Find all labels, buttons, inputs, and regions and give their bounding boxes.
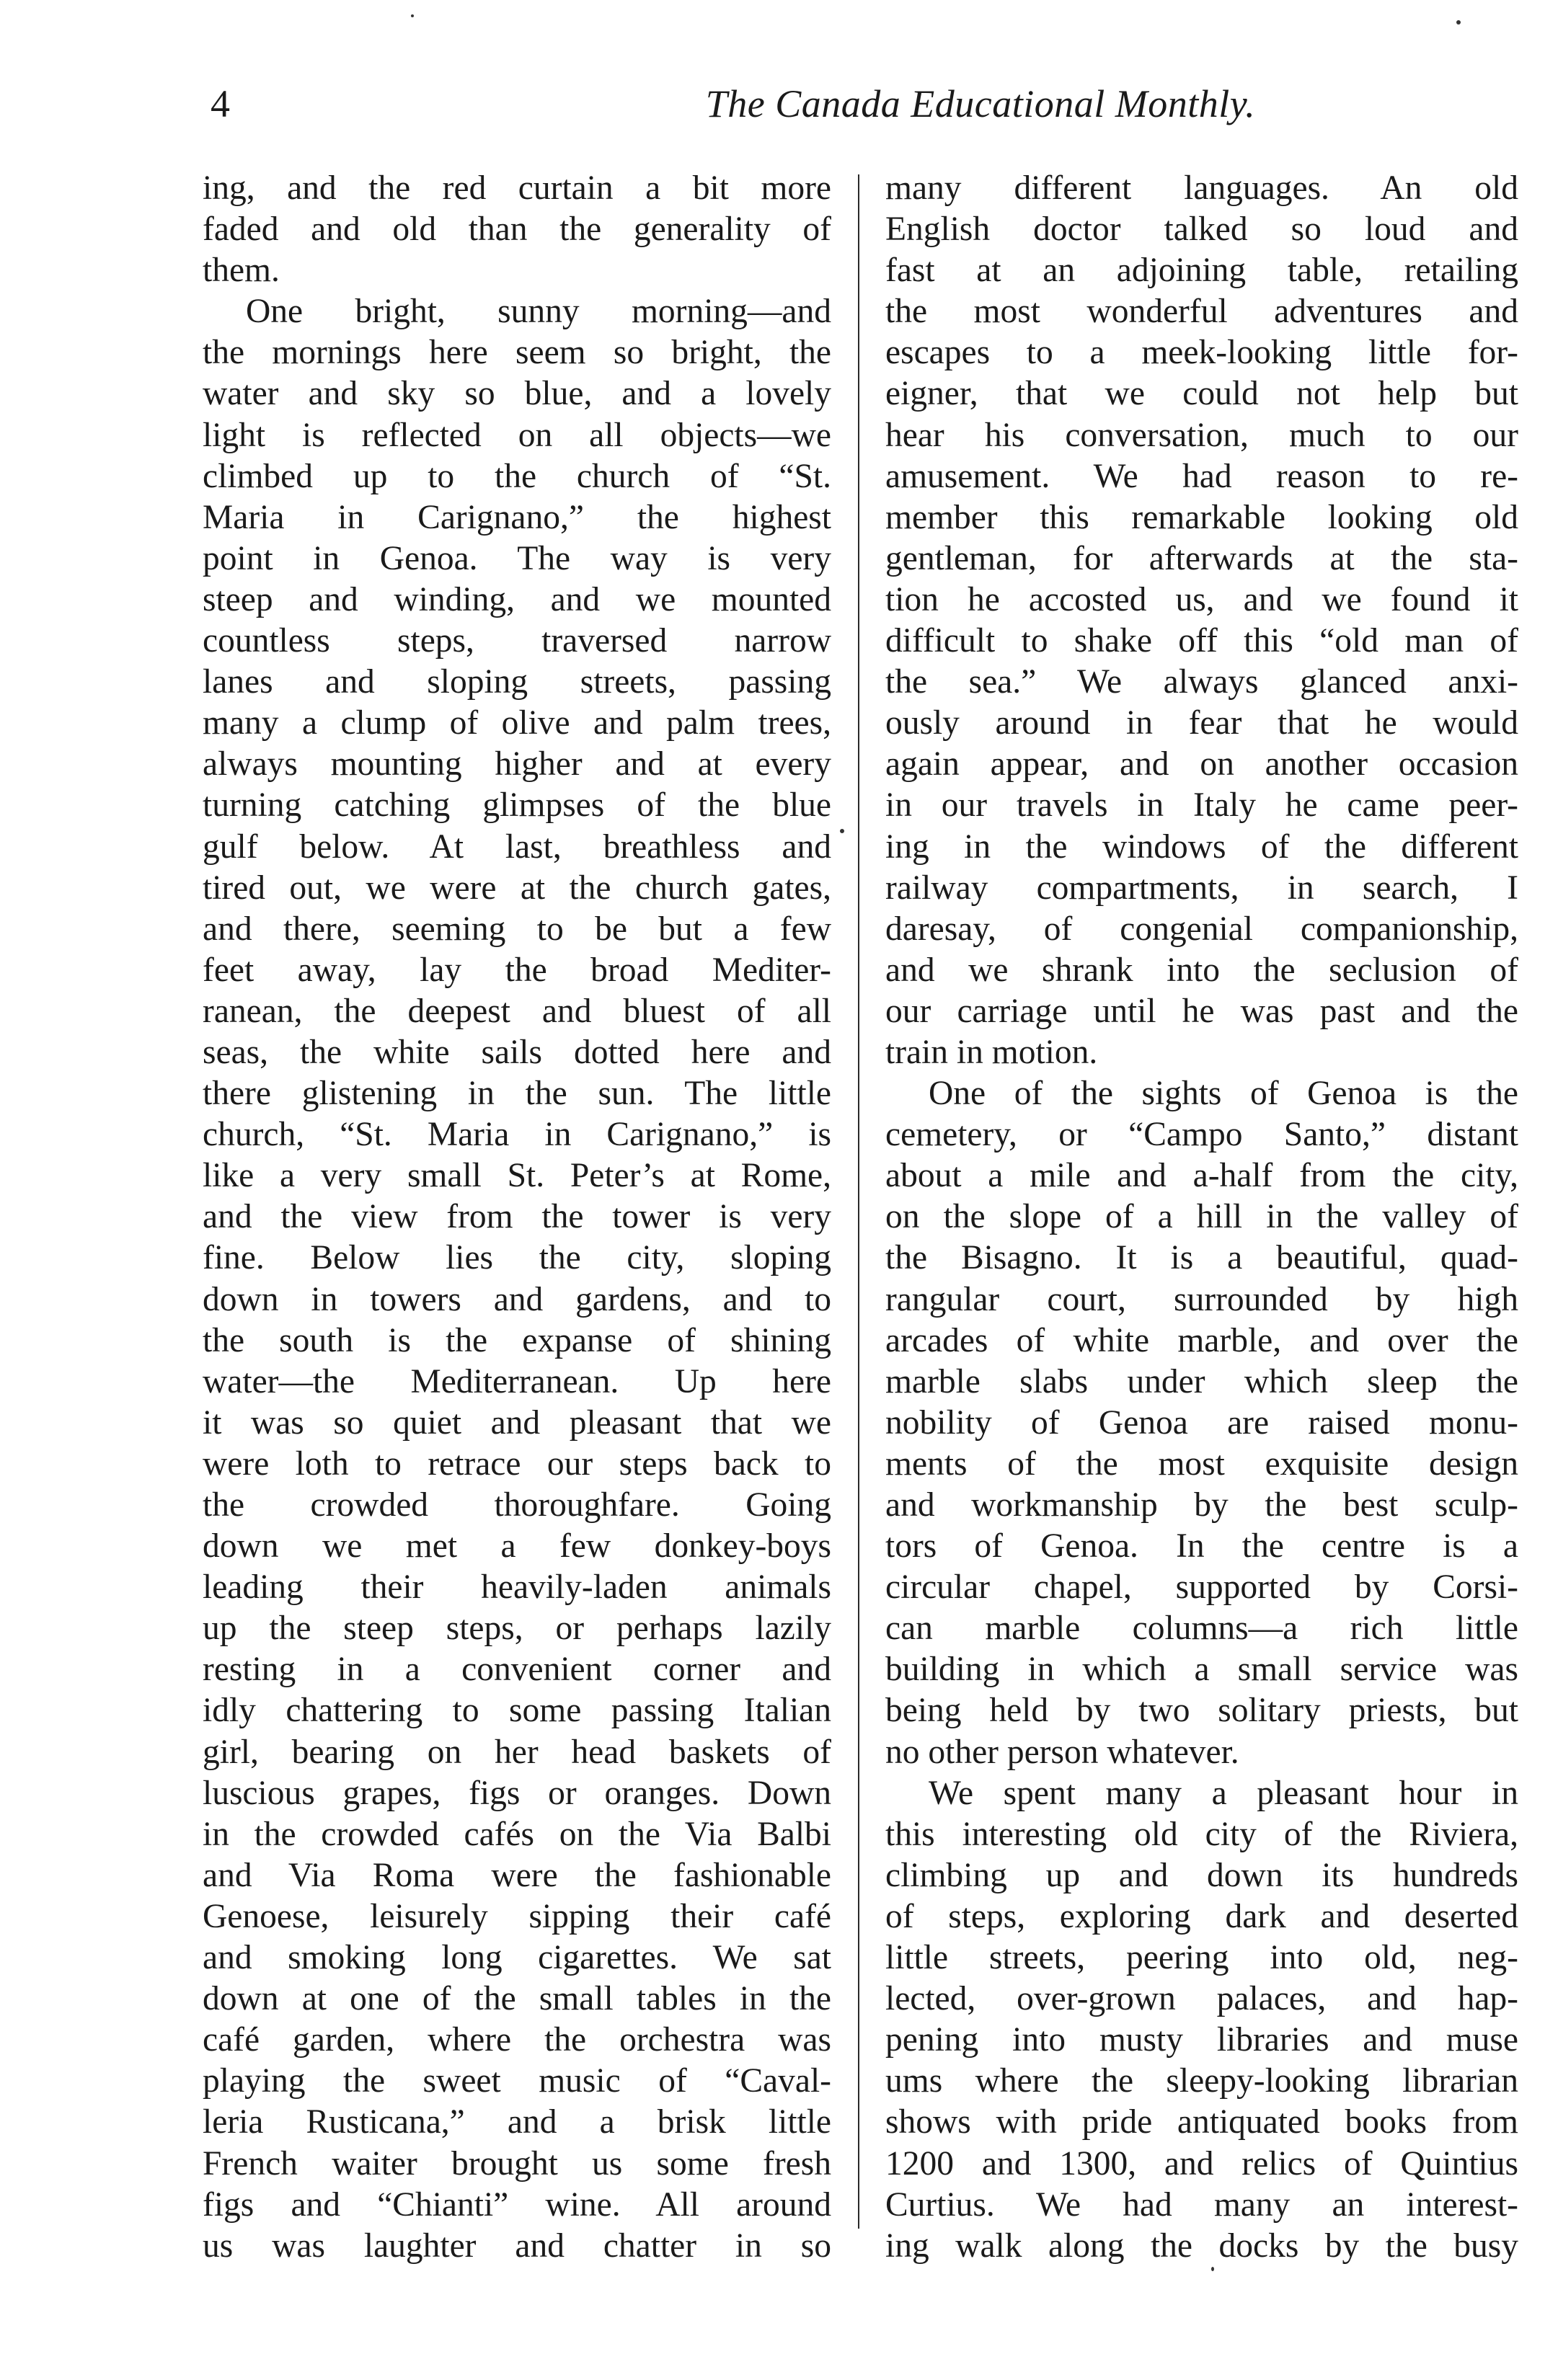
- text-line: ments of the most exquisite design: [885, 1444, 1518, 1483]
- text-line: down at one of the small tables in the: [203, 1980, 831, 2018]
- text-line: like a very small St. Peter’s at Rome,: [203, 1157, 831, 1195]
- text-line: many a clump of olive and palm trees,: [203, 704, 831, 742]
- text-line: countless steps, traversed narrow: [203, 622, 831, 660]
- text-line: One bright, sunny morning—and: [246, 293, 831, 331]
- text-line: and we shrank into the seclusion of: [885, 951, 1518, 989]
- text-line: down we met a few donkey-boys: [203, 1527, 831, 1566]
- text-line: the sea.” We always glanced anxi-: [885, 663, 1518, 701]
- text-line: and the view from the tower is very: [203, 1198, 831, 1236]
- text-line: water—the Mediterranean. Up here: [203, 1362, 831, 1400]
- text-line: railway compartments, in search, I: [885, 869, 1518, 907]
- page-header: [202, 81, 1514, 138]
- text-line: and Via Roma were the fashionable: [203, 1856, 831, 1894]
- text-line: escapes to a meek-looking little for-: [885, 334, 1518, 372]
- text-line: up the steep steps, or perhaps lazily: [203, 1609, 831, 1648]
- text-line: Genoese, leisurely sipping their café: [203, 1897, 831, 1935]
- text-line: point in Genoa. The way is very: [203, 539, 831, 577]
- text-line: ously around in fear that he would: [885, 704, 1518, 742]
- text-line: café garden, where the orchestra was: [203, 2021, 831, 2059]
- text-line: light is reflected on all objects—we: [203, 416, 831, 454]
- text-line: gulf below. At last, breathless and: [203, 827, 831, 866]
- text-line: rangular court, surrounded by high: [885, 1280, 1518, 1318]
- text-line: gentleman, for afterwards at the sta-: [885, 539, 1518, 577]
- text-line: ing walk along the docks by the busy: [885, 2226, 1518, 2265]
- text-line: seas, the white sails dotted here and: [203, 1033, 831, 1071]
- text-line: eigner, that we could not help but: [885, 375, 1518, 413]
- text-line: shows with pride antiquated books from: [885, 2103, 1518, 2141]
- text-line: our carriage until he was past and the: [885, 992, 1518, 1030]
- print-speck: [1456, 20, 1461, 25]
- text-line: and there, seeming to be but a few: [203, 910, 831, 948]
- text-line: steep and winding, and we mounted: [203, 580, 831, 618]
- text-line: idly chattering to some passing Italian: [203, 1692, 831, 1730]
- text-line: We spent many a pleasant hour in: [929, 1774, 1518, 1812]
- text-line: were loth to retrace our steps back to: [203, 1444, 831, 1483]
- text-line: the most wonderful adventures and: [885, 293, 1518, 331]
- text-line: One of the sights of Genoa is the: [929, 1075, 1518, 1113]
- right-text-column: [885, 168, 1518, 2267]
- text-line: in our travels in Italy he came peer-: [885, 786, 1518, 825]
- text-line: English doctor talked so loud and: [885, 210, 1518, 249]
- text-line: lanes and sloping streets, passing: [203, 663, 831, 701]
- text-line: the crowded thoroughfare. Going: [203, 1486, 831, 1524]
- text-line: ums where the sleepy-looking librarian: [885, 2062, 1518, 2100]
- text-line: the Bisagno. It is a beautiful, quad-: [885, 1239, 1518, 1277]
- text-line: amusement. We had reason to re-: [885, 457, 1518, 495]
- text-line: the mornings here seem so bright, the: [203, 334, 831, 372]
- text-line: Maria in Carignano,” the highest: [203, 498, 831, 536]
- text-line: figs and “Chianti” wine. All around: [203, 2185, 831, 2224]
- text-line: them.: [203, 252, 280, 290]
- text-line: feet away, lay the broad Mediter-: [203, 951, 831, 989]
- text-line: playing the sweet music of “Caval-: [203, 2062, 831, 2100]
- text-line: lected, over-grown palaces, and hap-: [885, 1980, 1518, 2018]
- text-line: this interesting old city of the Riviera,: [885, 1815, 1518, 1853]
- text-line: us was laughter and chatter in so: [203, 2226, 831, 2265]
- text-line: faded and old than the generality of: [203, 210, 831, 249]
- text-line: on the slope of a hill in the valley of: [885, 1198, 1518, 1236]
- left-text-column: [203, 168, 831, 2267]
- text-line: train in motion.: [885, 1033, 1098, 1071]
- text-line: tors of Genoa. In the centre is a: [885, 1527, 1518, 1566]
- text-line: there glistening in the sun. The little: [203, 1075, 831, 1113]
- print-speck: [840, 829, 844, 833]
- text-line: about a mile and a-half from the city,: [885, 1157, 1518, 1195]
- text-line: tion he accosted us, and we found it: [885, 580, 1518, 618]
- text-line: circular chapel, supported by Corsi-: [885, 1568, 1518, 1607]
- text-line: fast at an adjoining table, retailing: [885, 252, 1518, 290]
- text-line: ing, and the red curtain a bit more: [203, 169, 831, 207]
- text-line: girl, bearing on her head baskets of: [203, 1733, 831, 1771]
- text-line: nobility of Genoa are raised monu-: [885, 1403, 1518, 1442]
- text-line: little streets, peering into old, neg-: [885, 1939, 1518, 1977]
- text-line: can marble columns—a rich little: [885, 1609, 1518, 1648]
- text-line: leria Rusticana,” and a brisk little: [203, 2103, 831, 2141]
- text-line: hear his conversation, much to our: [885, 416, 1518, 454]
- text-line: water and sky so blue, and a lovely: [203, 375, 831, 413]
- text-line: 1200 and 1300, and relics of Quintius: [885, 2144, 1518, 2183]
- text-line: climbing up and down its hundreds: [885, 1856, 1518, 1894]
- text-line: arcades of white marble, and over the: [885, 1321, 1518, 1359]
- text-line: ing in the windows of the different: [885, 827, 1518, 866]
- text-line: leading their heavily-laden animals: [203, 1568, 831, 1607]
- column-divider: [858, 174, 859, 2229]
- text-line: again appear, and on another occasion: [885, 745, 1518, 783]
- text-line: resting in a convenient corner and: [203, 1651, 831, 1689]
- text-line: luscious grapes, figs or oranges. Down: [203, 1774, 831, 1812]
- text-line: marble slabs under which sleep the: [885, 1362, 1518, 1400]
- text-line: daresay, of congenial companionship,: [885, 910, 1518, 948]
- text-line: French waiter brought us some fresh: [203, 2144, 831, 2183]
- text-line: church, “St. Maria in Carignano,” is: [203, 1116, 831, 1154]
- page-number: 4: [211, 82, 230, 125]
- text-line: ranean, the deepest and bluest of all: [203, 992, 831, 1030]
- running-title: The Canada Educational Monthly.: [705, 82, 1256, 125]
- print-speck: [411, 14, 414, 17]
- text-line: cemetery, or “Campo Santo,” distant: [885, 1116, 1518, 1154]
- text-line: climbed up to the church of “St.: [203, 457, 831, 495]
- text-line: of steps, exploring dark and deserted: [885, 1897, 1518, 1935]
- text-line: and smoking long cigarettes. We sat: [203, 1939, 831, 1977]
- text-line: many different languages. An old: [885, 169, 1518, 207]
- text-line: always mounting higher and at every: [203, 745, 831, 783]
- print-speck: [1211, 2267, 1214, 2271]
- text-line: down in towers and gardens, and to: [203, 1280, 831, 1318]
- text-line: pening into musty libraries and muse: [885, 2021, 1518, 2059]
- text-line: it was so quiet and pleasant that we: [203, 1403, 831, 1442]
- text-line: Curtius. We had many an interest-: [885, 2185, 1518, 2224]
- text-line: tired out, we were at the church gates,: [203, 869, 831, 907]
- text-line: difficult to shake off this “old man of: [885, 622, 1518, 660]
- text-line: the south is the expanse of shining: [203, 1321, 831, 1359]
- text-line: member this remarkable looking old: [885, 498, 1518, 536]
- text-line: building in which a small service was: [885, 1651, 1518, 1689]
- text-line: and workmanship by the best sculp-: [885, 1486, 1518, 1524]
- text-line: being held by two solitary priests, but: [885, 1692, 1518, 1730]
- text-line: no other person whatever.: [885, 1733, 1239, 1771]
- text-line: in the crowded cafés on the Via Balbi: [203, 1815, 831, 1853]
- text-line: fine. Below lies the city, sloping: [203, 1239, 831, 1277]
- text-line: turning catching glimpses of the blue: [203, 786, 831, 825]
